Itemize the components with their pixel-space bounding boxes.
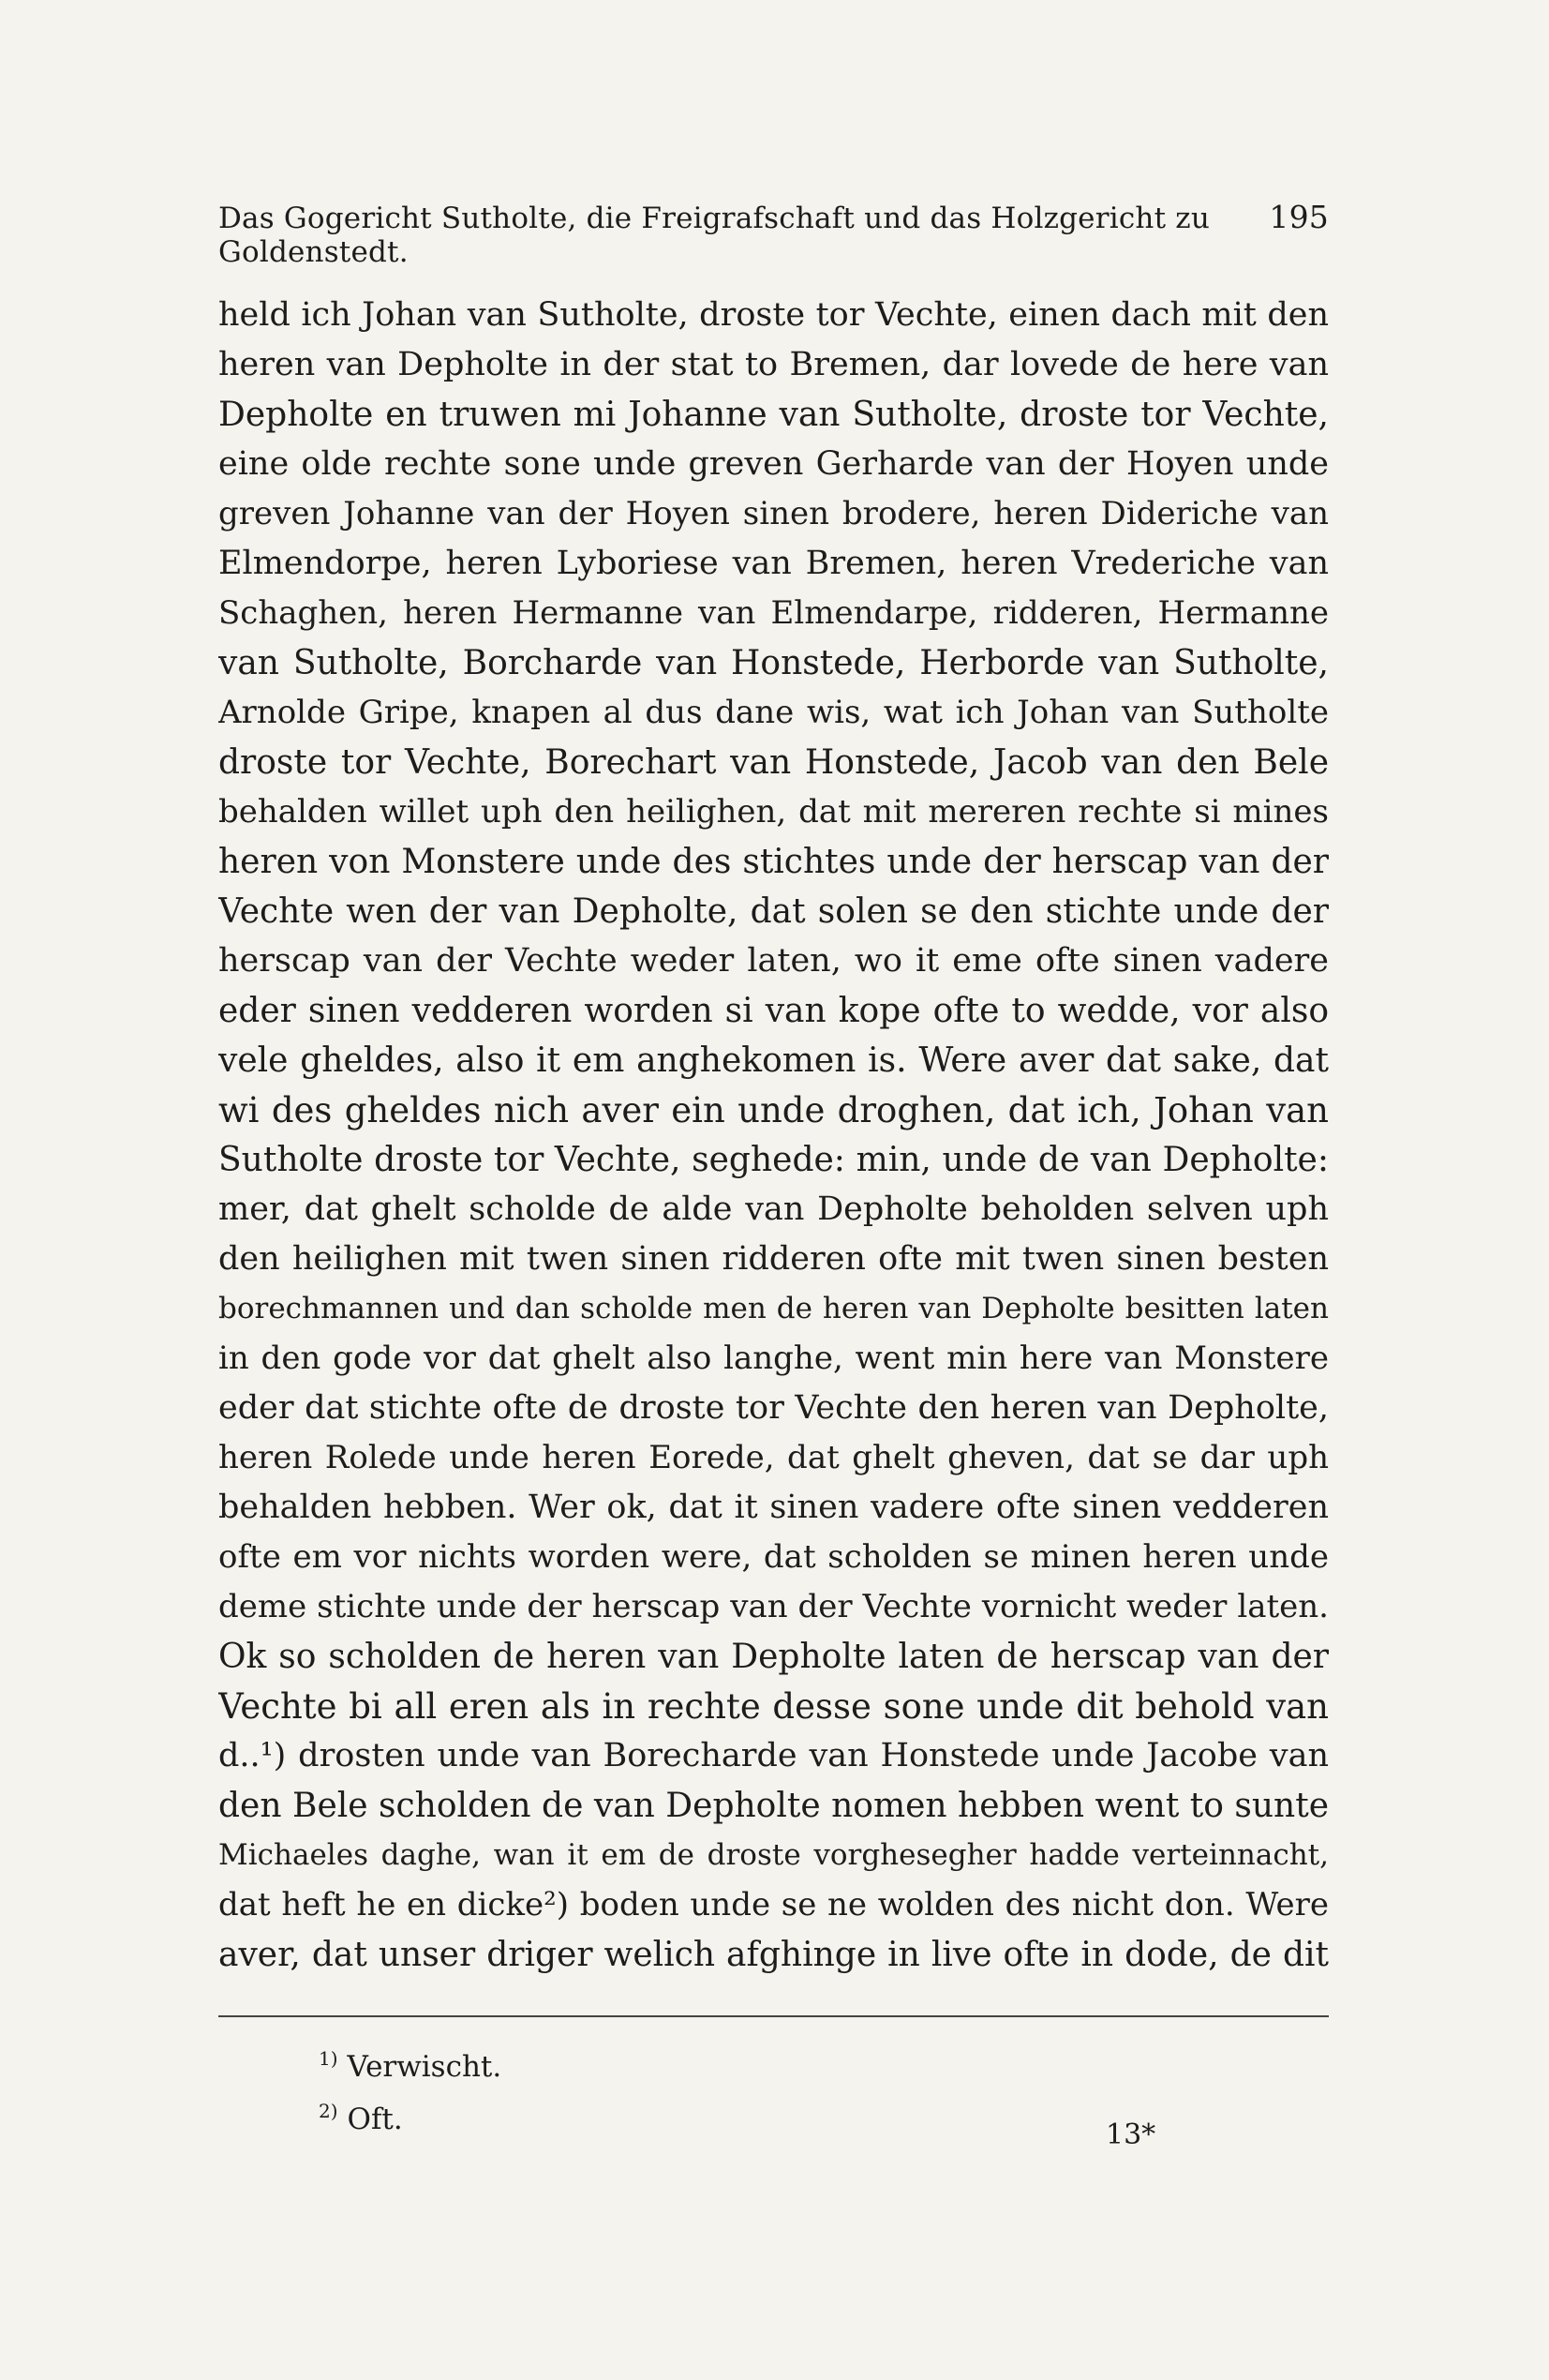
- footnote-separator: [218, 2015, 1329, 2017]
- text-line: heren van Depholte in der stat to Bremen, dar lovede de here van: [218, 346, 1329, 383]
- text-line: behalden hebben. Wer ok, dat it sinen vadere ofte sinen vedderen: [218, 1489, 1329, 1526]
- text-line: heren von Monstere unde des stichtes unde der herscap van der: [218, 843, 1329, 881]
- text-line: ofte em vor nichts worden were, dat scholden se minen heren unde: [218, 1538, 1329, 1576]
- text-line: eder sinen vedderen worden si van kope ofte to wedde, vor also: [218, 992, 1329, 1030]
- text-line: behalden willet uph den heilighen, dat mit mereren rechte si mines: [218, 793, 1329, 831]
- text-line: den Bele scholden de van Depholte nomen hebben went to sunte: [218, 1787, 1329, 1825]
- text-line: held ich Johan van Sutholte, droste tor Vechte, einen dach mit den: [218, 296, 1329, 334]
- text-line: Ok so scholden de heren van Depholte laten de herscap van der: [218, 1638, 1329, 1676]
- footnote-mark: 2): [319, 2100, 338, 2122]
- text-line: Sutholte droste tor Vechte, seghede: min, unde de van Depholte:: [218, 1141, 1329, 1179]
- text-line: Schaghen, heren Hermanne van Elmendarpe, ridderen, Hermanne: [218, 594, 1329, 632]
- footnote: [319, 2085, 501, 2137]
- header-title: Das Gogericht Sutholte, die Freigrafschaft und das Holzgericht zu Goldenstedt.: [218, 202, 1210, 269]
- body-text: [218, 291, 1329, 1980]
- footnote-mark: 1): [319, 2047, 338, 2070]
- text-line: van Sutholte, Borcharde van Honstede, Herborde van Sutholte,: [218, 644, 1329, 682]
- running-head: [218, 199, 1329, 269]
- footnote-text: Oft.: [347, 2103, 403, 2136]
- text-line: deme stichte unde der herscap van der Vechte vornicht weder laten.: [218, 1588, 1329, 1625]
- footnotes: [319, 2032, 501, 2137]
- text-line: Elmendorpe, heren Lyboriese van Bremen, heren Vrederiche van: [218, 545, 1329, 582]
- text-line: wi des gheldes nich aver ein unde droghen, dat ich, Johan van: [218, 1090, 1329, 1130]
- text-line: Michaeles daghe, wan it em de droste vorghesegher hadde verteinnacht,: [218, 1838, 1329, 1872]
- signature-mark: 13*: [1106, 2118, 1156, 2151]
- text-line: Depholte en truwen mi Johanne van Sutholte, droste tor Vechte,: [218, 396, 1329, 434]
- text-line: mer, dat ghelt scholde de alde van Depholte beholden selven uph: [218, 1190, 1329, 1228]
- footnote-text: Verwischt.: [347, 2050, 502, 2084]
- text-line: herscap van der Vechte weder laten, wo it eme ofte sinen vadere: [218, 942, 1329, 980]
- text-line: greven Johanne van der Hoyen sinen brodere, heren Dideriche van: [218, 495, 1329, 532]
- text-line: droste tor Vechte, Borechart van Honstede, Jacob van den Bele: [218, 743, 1329, 782]
- text-line: heren Rolede unde heren Eorede, dat ghelt gheven, dat se dar uph: [218, 1439, 1329, 1476]
- text-line: den heilighen mit twen sinen ridderen ofte mit twen sinen besten: [218, 1240, 1329, 1278]
- text-line: dat heft he en dicke²) boden unde se ne wolden des nicht don. Were: [218, 1886, 1329, 1923]
- text-line: borechmannen und dan scholde men de heren van Depholte besitten laten: [218, 1292, 1329, 1325]
- text-line: Arnolde Gripe, knapen al dus dane wis, wat ich Johan van Sutholte: [218, 694, 1329, 731]
- text-line: eder dat stichte ofte de droste tor Vechte den heren van Depholte,: [218, 1389, 1329, 1427]
- text-line: Vechte bi all eren als in rechte desse sone unde dit behold van: [218, 1686, 1329, 1727]
- text-line: Vechte wen der van Depholte, dat solen se den stichte unde der: [218, 892, 1329, 931]
- text-line: eine olde rechte sone unde greven Gerharde van der Hoyen unde: [218, 445, 1329, 483]
- text-line: d..¹) drosten unde van Borecharde van Honstede unde Jacobe van: [218, 1737, 1329, 1774]
- page-number: 195: [1269, 199, 1329, 235]
- footnote: [319, 2032, 501, 2085]
- text-line: in den gode vor dat ghelt also langhe, went min here van Monstere: [218, 1340, 1329, 1377]
- text-line: aver, dat unser driger welich afghinge in live ofte in dode, de dit: [218, 1936, 1329, 1974]
- text-line: vele gheldes, also it em anghekomen is. Were aver dat sake, dat: [218, 1041, 1329, 1080]
